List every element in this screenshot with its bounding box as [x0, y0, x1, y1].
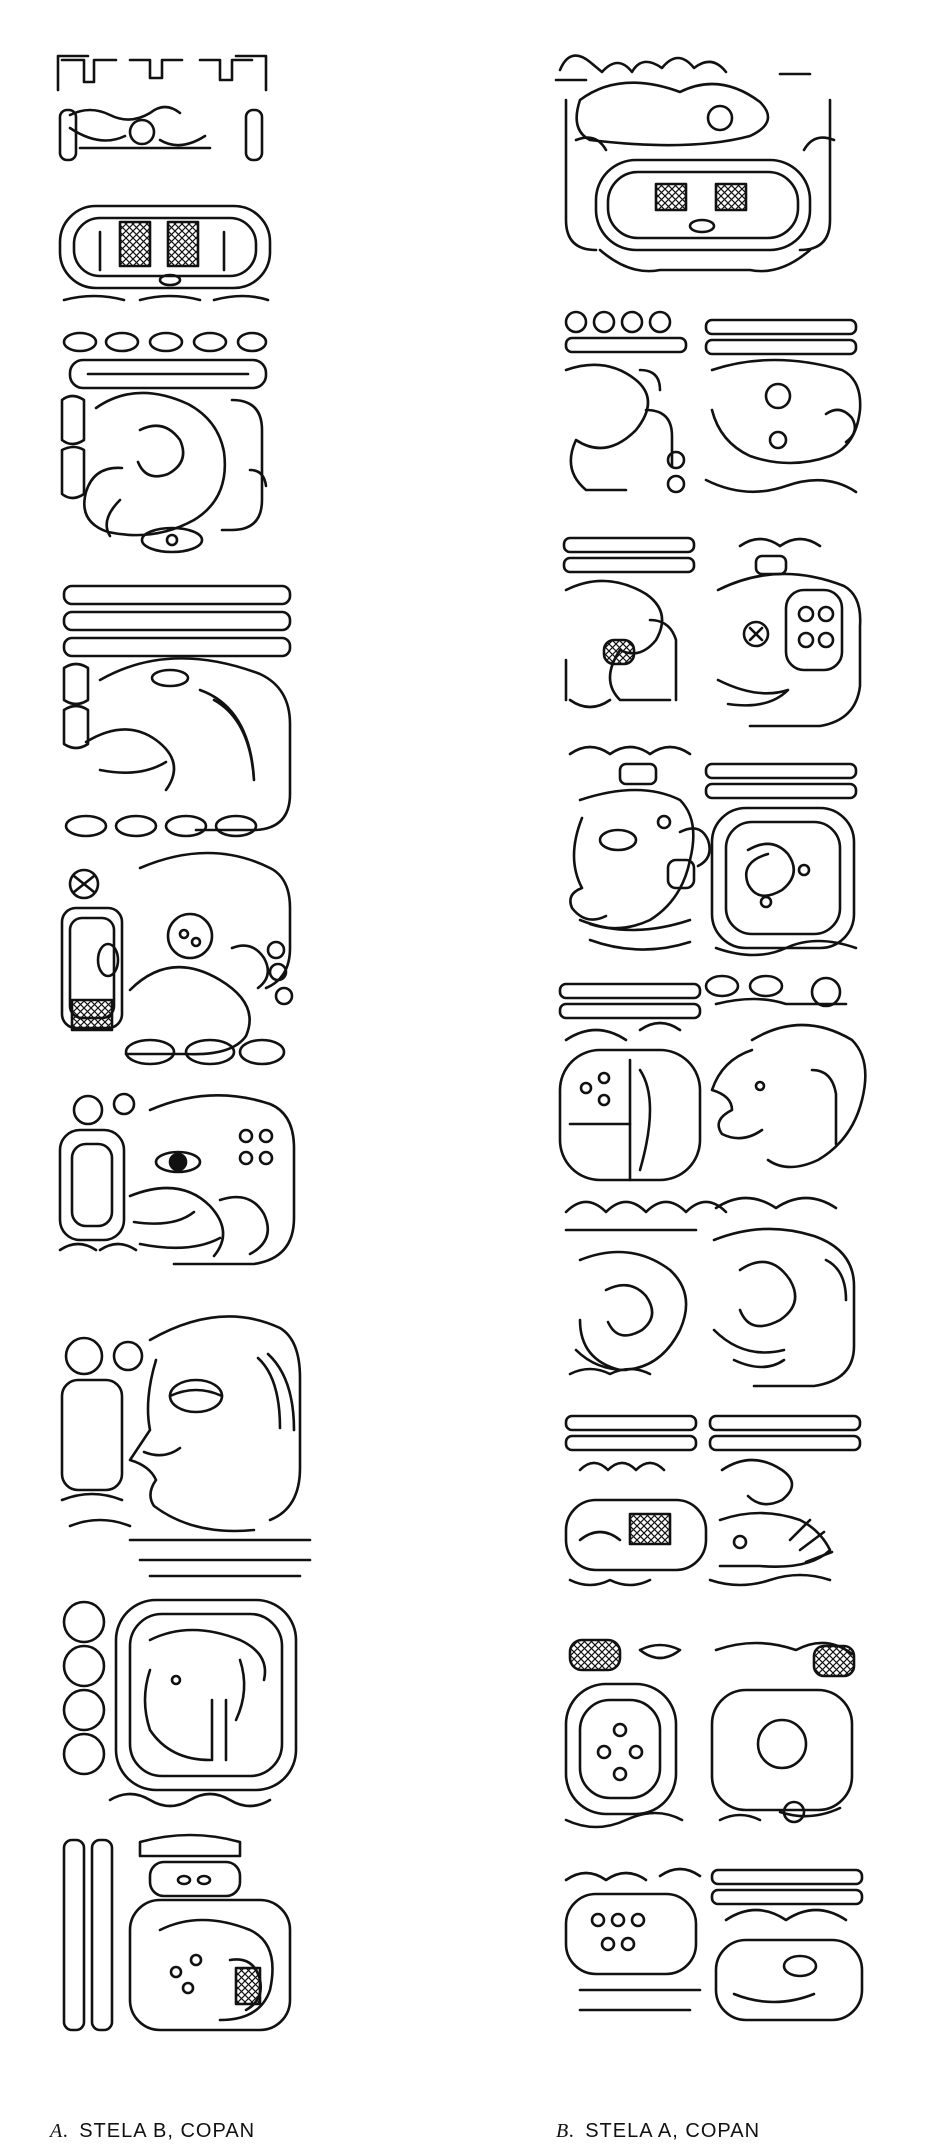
- glyph-a-5: [560, 976, 865, 1180]
- stela-b-column: [58, 56, 310, 2030]
- caption-b-letter: A.: [50, 2120, 70, 2142]
- glyph-a-4: [570, 747, 856, 955]
- glyph-a-2: [566, 312, 860, 492]
- stela-a-column: [556, 56, 865, 2020]
- glyph-a-6: [566, 1198, 854, 1386]
- caption-stela-a: [556, 2120, 760, 2143]
- glyph-a-8: [566, 1640, 854, 1827]
- caption-b-text: STELA B, COPAN: [79, 2120, 256, 2142]
- caption-stela-b: [50, 2120, 255, 2143]
- glyph-b-2: [62, 333, 266, 552]
- glyph-b-6: [62, 1316, 310, 1576]
- glyph-b-5: [60, 1094, 294, 1264]
- glyph-b-4: [62, 853, 292, 1064]
- glyph-a-9: [566, 1869, 862, 2020]
- caption-a-letter: B.: [556, 2120, 576, 2142]
- glyph-b-3: [64, 586, 290, 836]
- caption-a-text: STELA A, COPAN: [585, 2120, 761, 2142]
- glyph-b-7: [64, 1600, 296, 1806]
- glyph-a-3: [564, 538, 860, 726]
- glyph-a-7: [566, 1416, 860, 1585]
- glyph-b-8: [64, 1835, 290, 2030]
- glyph-a-1: [556, 56, 834, 272]
- glyph-b-1: [58, 56, 270, 300]
